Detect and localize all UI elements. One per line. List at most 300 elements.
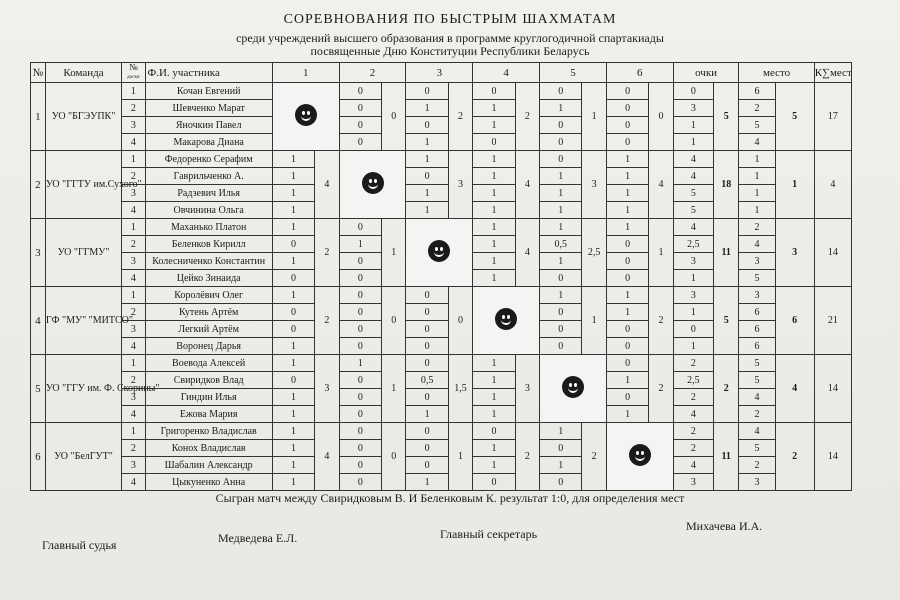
game-result: 1: [272, 185, 314, 202]
game-result: 1: [406, 202, 448, 219]
sum-of-places: 4: [814, 151, 851, 219]
team-final-place: 5: [775, 83, 814, 151]
player-points: 2,5: [673, 372, 713, 389]
player-name: Беленков Кирилл: [145, 236, 272, 253]
game-result: 0: [406, 423, 448, 440]
game-result: 0: [406, 287, 448, 304]
board-place: 4: [739, 134, 775, 151]
player-name: Цыкуненко Анна: [145, 474, 272, 491]
board-number: 2: [122, 236, 145, 253]
player-name: Гиндин Илья: [145, 389, 272, 406]
game-result: 1: [473, 457, 515, 474]
game-result: 0: [606, 134, 648, 151]
board-place: 2: [739, 406, 775, 423]
match-score: 2: [448, 83, 472, 151]
board-place: 1: [739, 168, 775, 185]
match-score: 4: [649, 151, 673, 219]
player-points: 4: [673, 457, 713, 474]
board-number: 1: [122, 151, 145, 168]
game-result: 0,5: [406, 372, 448, 389]
team-number: 1: [31, 83, 46, 151]
match-score: 2: [315, 287, 339, 355]
game-result: 0: [473, 474, 515, 491]
game-result: 0: [339, 440, 381, 457]
player-points: 3: [673, 253, 713, 270]
game-result: 1: [473, 440, 515, 457]
player-points: 4: [673, 219, 713, 236]
board-place: 1: [739, 151, 775, 168]
player-points: 3: [673, 100, 713, 117]
game-result: 0: [339, 321, 381, 338]
game-result: 0: [540, 151, 582, 168]
board-place: 5: [739, 117, 775, 134]
game-result: 1: [606, 168, 648, 185]
game-result: 1: [339, 355, 381, 372]
game-result: 0,5: [540, 236, 582, 253]
board-place: 5: [739, 372, 775, 389]
game-result: 0: [339, 134, 381, 151]
board-place: 3: [739, 253, 775, 270]
game-result: 0: [473, 134, 515, 151]
game-result: 1: [473, 406, 515, 423]
header-opp-1: 1: [272, 63, 339, 83]
self-match-cell: [473, 287, 540, 355]
secretary-label: Главный секретарь: [440, 527, 538, 541]
board-place: 6: [739, 304, 775, 321]
game-result: 0: [339, 253, 381, 270]
player-name: Маханько Платон: [145, 219, 272, 236]
game-result: 0: [406, 168, 448, 185]
board-place: 5: [739, 440, 775, 457]
board-number: 3: [122, 389, 145, 406]
match-score: 1: [582, 83, 606, 151]
game-result: 0: [540, 338, 582, 355]
game-result: 0: [406, 457, 448, 474]
game-result: 1: [540, 253, 582, 270]
header-board: [122, 63, 145, 83]
player-points: 2: [673, 355, 713, 372]
game-result: 1: [406, 185, 448, 202]
game-result: 0: [272, 372, 314, 389]
game-result: 0: [339, 372, 381, 389]
header-opp-6: 6: [606, 63, 673, 83]
header-opp-5: 5: [540, 63, 607, 83]
game-result: 1: [606, 406, 648, 423]
player-name: Радзевич Илья: [145, 185, 272, 202]
team-number: 2: [31, 151, 46, 219]
smiley-icon: [495, 308, 517, 330]
team-name: УО "ГГМУ": [45, 219, 121, 287]
game-result: 1: [272, 202, 314, 219]
board-number: 4: [122, 270, 145, 287]
header-name: Ф.И. участника: [145, 63, 272, 83]
match-score: 1,5: [448, 355, 472, 423]
team-final-place: 6: [775, 287, 814, 355]
game-result: 0: [606, 117, 648, 134]
board-place: 6: [739, 338, 775, 355]
match-score: 3: [448, 151, 472, 219]
player-points: 1: [673, 117, 713, 134]
smiley-icon: [629, 444, 651, 466]
board-number: 1: [122, 83, 145, 100]
match-score: 0: [649, 83, 673, 151]
board-place: 3: [739, 474, 775, 491]
player-points: 1: [673, 270, 713, 287]
game-result: 0: [606, 236, 648, 253]
team-name: ГФ "МУ" "МИТСО": [45, 287, 121, 355]
game-result: 1: [272, 338, 314, 355]
game-result: 1: [606, 372, 648, 389]
game-result: 0: [339, 304, 381, 321]
team-total-points: 11: [713, 219, 738, 287]
board-number: 1: [122, 219, 145, 236]
page-title: СОРЕВНОВАНИЯ ПО БЫСТРЫМ ШАХМАТАМ: [283, 12, 617, 27]
player-name: Яночкин Павел: [145, 117, 272, 134]
game-result: 1: [473, 117, 515, 134]
match-score: 2: [515, 83, 539, 151]
game-result: 0: [406, 389, 448, 406]
subtitle-line-1: среди учреждений высшего образования в программе круглогодичной спартакиады: [236, 31, 664, 45]
game-result: 1: [473, 389, 515, 406]
team-total-points: 11: [713, 423, 738, 491]
game-result: 1: [473, 100, 515, 117]
match-score: 4: [515, 151, 539, 219]
player-name: Легкий Артём: [145, 321, 272, 338]
game-result: 0: [406, 117, 448, 134]
player-name: Шабалин Александр: [145, 457, 272, 474]
game-result: 1: [272, 253, 314, 270]
sum-of-places: 14: [814, 219, 851, 287]
game-result: 1: [406, 406, 448, 423]
board-number: 3: [122, 321, 145, 338]
match-score: 4: [315, 151, 339, 219]
table-row: [31, 423, 852, 440]
board-number: 4: [122, 338, 145, 355]
results-body: [31, 83, 852, 491]
game-result: 0: [540, 304, 582, 321]
player-points: 5: [673, 202, 713, 219]
team-number: 6: [31, 423, 46, 491]
game-result: 1: [606, 151, 648, 168]
board-place: 6: [739, 321, 775, 338]
match-score: 1: [382, 355, 406, 423]
game-result: 1: [272, 355, 314, 372]
game-result: 0: [339, 423, 381, 440]
match-score: 1: [649, 219, 673, 287]
match-score: 3: [515, 355, 539, 423]
smiley-icon: [295, 104, 317, 126]
header-place: место: [739, 63, 814, 83]
game-result: 1: [473, 355, 515, 372]
player-points: 2: [673, 389, 713, 406]
header-board-sub: доски: [127, 75, 140, 80]
team-name: УО "ГГТУ им.Сухого": [45, 151, 121, 219]
game-result: 0: [272, 304, 314, 321]
board-number: 4: [122, 474, 145, 491]
player-name: Колесниченко Константин: [145, 253, 272, 270]
match-score: 2: [582, 423, 606, 491]
secretary-name: Михачева И.А.: [686, 519, 763, 533]
game-result: 1: [272, 474, 314, 491]
sum-of-places: 14: [814, 423, 851, 491]
game-result: 0: [540, 117, 582, 134]
game-result: 0: [339, 474, 381, 491]
game-result: 1: [473, 236, 515, 253]
game-result: 1: [540, 185, 582, 202]
game-result: 0: [540, 134, 582, 151]
board-number: 4: [122, 134, 145, 151]
team-name: УО "ГГУ им. Ф. Скорины": [45, 355, 121, 423]
match-score: 4: [515, 219, 539, 287]
game-result: 0: [339, 389, 381, 406]
player-name: Кочан Евгений: [145, 83, 272, 100]
game-result: 0: [272, 321, 314, 338]
game-result: 0: [606, 355, 648, 372]
player-points: 2,5: [673, 236, 713, 253]
match-score: 3: [582, 151, 606, 219]
smiley-icon: [428, 240, 450, 262]
game-result: 0: [606, 338, 648, 355]
game-result: 0: [606, 253, 648, 270]
header-opp-4: 4: [473, 63, 540, 83]
team-final-place: 2: [775, 423, 814, 491]
board-number: 3: [122, 457, 145, 474]
game-result: 0: [406, 304, 448, 321]
board-number: 2: [122, 304, 145, 321]
tiebreak-note: Сыгран матч между Свиридковым В. И Беленковым К. результат 1:0, для определения мест: [215, 491, 685, 505]
board-place: 6: [739, 83, 775, 100]
header-points: очки: [673, 63, 739, 83]
game-result: 0: [406, 338, 448, 355]
match-score: 2,5: [582, 219, 606, 287]
board-number: 2: [122, 372, 145, 389]
game-result: 0: [339, 457, 381, 474]
team-total-points: 5: [713, 83, 738, 151]
sum-of-places: 17: [814, 83, 851, 151]
team-name: УО "БГЭУПК": [45, 83, 121, 151]
smiley-icon: [562, 376, 584, 398]
game-result: 0: [406, 440, 448, 457]
game-result: 1: [406, 474, 448, 491]
player-points: 2: [673, 440, 713, 457]
player-points: 1: [673, 304, 713, 321]
header-board-num: №: [129, 62, 138, 72]
player-points: 1: [673, 134, 713, 151]
match-score: 1: [582, 287, 606, 355]
game-result: 1: [406, 100, 448, 117]
match-score: 3: [315, 355, 339, 423]
game-result: 1: [606, 219, 648, 236]
player-name: Федоренко Серафим: [145, 151, 272, 168]
board-number: 3: [122, 253, 145, 270]
game-result: 1: [540, 423, 582, 440]
player-name: Конох Владислав: [145, 440, 272, 457]
game-result: 1: [272, 406, 314, 423]
header-num: №: [31, 63, 46, 83]
game-result: 0: [339, 83, 381, 100]
game-result: 1: [272, 457, 314, 474]
team-total-points: 18: [713, 151, 738, 219]
game-result: 0: [473, 83, 515, 100]
game-result: 0: [339, 100, 381, 117]
board-number: 2: [122, 100, 145, 117]
team-number: 5: [31, 355, 46, 423]
self-match-cell: [272, 83, 339, 151]
game-result: 0: [606, 321, 648, 338]
judge-label: Главный судья: [42, 538, 117, 552]
table-row: [31, 151, 852, 168]
game-result: 1: [339, 236, 381, 253]
player-name: Шевченко Марат: [145, 100, 272, 117]
game-result: 1: [540, 168, 582, 185]
game-result: 0: [606, 100, 648, 117]
player-name: Воевода Алексей: [145, 355, 272, 372]
board-number: 4: [122, 406, 145, 423]
game-result: 1: [473, 219, 515, 236]
header-team: Команда: [45, 63, 121, 83]
player-points: 0: [673, 321, 713, 338]
self-match-cell: [606, 423, 673, 491]
player-name: Воронец Дарья: [145, 338, 272, 355]
match-score: 1: [448, 423, 472, 491]
header-sum-places: К∑мест: [814, 63, 851, 83]
board-number: 4: [122, 202, 145, 219]
player-name: Григоренко Владислав: [145, 423, 272, 440]
game-result: 1: [473, 270, 515, 287]
player-points: 0: [673, 83, 713, 100]
board-place: 2: [739, 219, 775, 236]
results-table: [30, 62, 852, 491]
game-result: 0: [606, 270, 648, 287]
game-result: 1: [272, 423, 314, 440]
game-result: 1: [540, 202, 582, 219]
judge-name: Медведева Е.Л.: [218, 531, 298, 545]
board-number: 1: [122, 423, 145, 440]
sum-of-places: 21: [814, 287, 851, 355]
match-score: 4: [315, 423, 339, 491]
player-name: Королёвич Олег: [145, 287, 272, 304]
match-score: 0: [382, 423, 406, 491]
smiley-icon: [362, 172, 384, 194]
game-result: 1: [272, 151, 314, 168]
board-place: 1: [739, 202, 775, 219]
game-result: 1: [272, 287, 314, 304]
player-points: 4: [673, 168, 713, 185]
game-result: 1: [406, 151, 448, 168]
sum-of-places: 14: [814, 355, 851, 423]
game-result: 1: [540, 100, 582, 117]
board-place: 2: [739, 457, 775, 474]
game-result: 0: [339, 338, 381, 355]
game-result: 0: [406, 355, 448, 372]
board-place: 4: [739, 423, 775, 440]
player-points: 5: [673, 185, 713, 202]
game-result: 1: [606, 287, 648, 304]
board-number: 2: [122, 440, 145, 457]
match-score: 0: [382, 83, 406, 151]
player-name: Овчинина Ольга: [145, 202, 272, 219]
match-score: 0: [382, 287, 406, 355]
game-result: 1: [272, 219, 314, 236]
player-points: 4: [673, 406, 713, 423]
player-points: 3: [673, 287, 713, 304]
self-match-cell: [540, 355, 607, 423]
game-result: 0: [339, 406, 381, 423]
board-place: 4: [739, 236, 775, 253]
game-result: 1: [540, 219, 582, 236]
game-result: 1: [272, 168, 314, 185]
player-points: 1: [673, 338, 713, 355]
subtitle-line-2: посвященные Дню Конституции Республики Беларусь: [310, 44, 590, 58]
header-row: [31, 63, 852, 83]
game-result: 1: [540, 287, 582, 304]
header-opp-3: 3: [406, 63, 473, 83]
team-name: УО "БелГУТ": [45, 423, 121, 491]
game-result: 0: [540, 270, 582, 287]
game-result: 1: [473, 168, 515, 185]
board-place: 2: [739, 100, 775, 117]
game-result: 0: [406, 83, 448, 100]
table-row: [31, 219, 852, 236]
game-result: 0: [540, 83, 582, 100]
team-final-place: 4: [775, 355, 814, 423]
team-final-place: 1: [775, 151, 814, 219]
board-number: 3: [122, 117, 145, 134]
game-result: 1: [272, 440, 314, 457]
header-opp-2: 2: [339, 63, 406, 83]
board-place: 4: [739, 389, 775, 406]
self-match-cell: [406, 219, 473, 287]
board-number: 2: [122, 168, 145, 185]
game-result: 1: [473, 372, 515, 389]
game-result: 0: [272, 236, 314, 253]
team-total-points: 5: [713, 287, 738, 355]
game-result: 1: [473, 151, 515, 168]
match-score: 1: [382, 219, 406, 287]
match-score: 0: [448, 287, 472, 355]
table-row: [31, 83, 852, 100]
team-total-points: 2: [713, 355, 738, 423]
player-name: Гаврильченко А.: [145, 168, 272, 185]
game-result: 0: [540, 440, 582, 457]
player-name: Цейко Зинаида: [145, 270, 272, 287]
board-number: 1: [122, 355, 145, 372]
game-result: 0: [540, 321, 582, 338]
match-score: 2: [649, 287, 673, 355]
team-number: 3: [31, 219, 46, 287]
player-points: 2: [673, 423, 713, 440]
table-row: [31, 287, 852, 304]
game-result: 0: [606, 389, 648, 406]
team-final-place: 3: [775, 219, 814, 287]
game-result: 0: [339, 219, 381, 236]
player-name: Макарова Диана: [145, 134, 272, 151]
player-name: Кутень Артём: [145, 304, 272, 321]
game-result: 1: [473, 202, 515, 219]
game-result: 0: [606, 83, 648, 100]
game-result: 1: [606, 304, 648, 321]
game-result: 0: [272, 270, 314, 287]
player-points: 4: [673, 151, 713, 168]
board-place: 5: [739, 270, 775, 287]
board-place: 3: [739, 287, 775, 304]
game-result: 0: [540, 474, 582, 491]
game-result: 1: [406, 134, 448, 151]
game-result: 1: [473, 253, 515, 270]
player-name: Свиридков Влад: [145, 372, 272, 389]
match-score: 2: [649, 355, 673, 423]
player-points: 3: [673, 474, 713, 491]
